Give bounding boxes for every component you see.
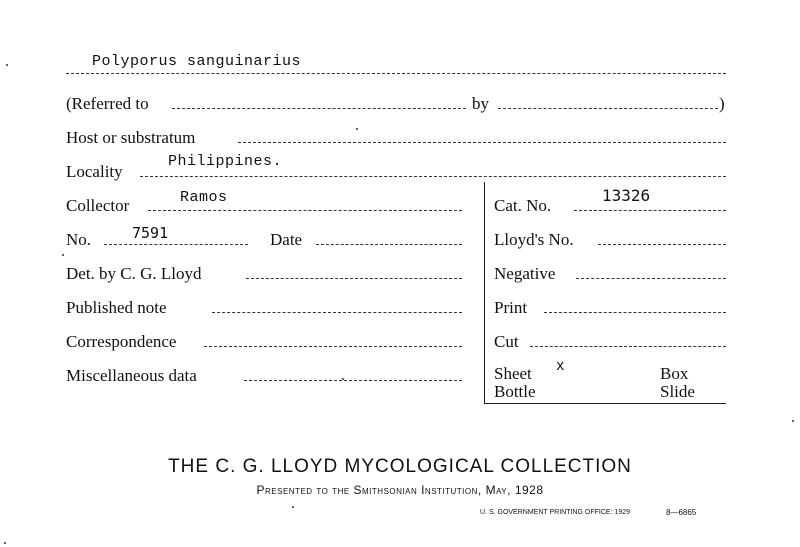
- slide-label: Slide: [660, 382, 695, 401]
- print-label: Print: [494, 298, 528, 317]
- by-line: [498, 108, 718, 109]
- species-line: [66, 73, 726, 74]
- published-label: Published note: [66, 298, 167, 317]
- host-line: [238, 142, 726, 143]
- date-label: Date: [270, 230, 303, 249]
- collection-subtitle: Presented to the Smithsonian Institution, May, 1928: [256, 483, 544, 497]
- scan-speck: [62, 254, 64, 256]
- collector-line: [148, 210, 462, 211]
- box-left-rule: [484, 182, 485, 404]
- no-line: [104, 244, 248, 245]
- box-label: Box: [660, 364, 689, 383]
- print-line: [544, 312, 726, 313]
- species-name: Polyporus sanguinarius: [92, 53, 302, 70]
- date-line: [316, 244, 462, 245]
- box-bottom-rule: [484, 403, 726, 404]
- scan-speck: [792, 420, 794, 422]
- cat-no-label: Cat. No.: [494, 196, 552, 215]
- collection-title: THE C. G. LLOYD MYCOLOGICAL COLLECTION: [168, 456, 632, 477]
- det-label: Det. by C. G. Lloyd: [66, 264, 202, 283]
- scan-speck: [292, 506, 294, 508]
- scan-speck: [4, 542, 6, 544]
- published-line: [212, 312, 462, 313]
- no-value: 7591: [132, 224, 169, 242]
- correspondence-label: Correspondence: [66, 332, 177, 351]
- collector-label: Collector: [66, 196, 130, 215]
- referred-to-line: [172, 108, 466, 109]
- locality-label: Locality: [66, 162, 123, 181]
- det-line: [246, 278, 462, 279]
- locality-value: Philippines.: [168, 153, 283, 170]
- sheet-label: Sheet: [494, 364, 532, 383]
- cat-no-line: [574, 210, 726, 211]
- lloyds-no-label: Lloyd's No.: [494, 230, 574, 249]
- cut-label: Cut: [494, 332, 519, 351]
- referred-to-label: (Referred to: [66, 94, 149, 113]
- scan-speck: [342, 378, 344, 380]
- referred-close: ): [719, 94, 725, 113]
- host-label: Host or substratum: [66, 128, 196, 147]
- misc-label: Miscellaneous data: [66, 366, 197, 385]
- scan-speck: [6, 64, 8, 66]
- no-label: No.: [66, 230, 92, 249]
- lloyds-no-line: [598, 244, 726, 245]
- cut-line: [530, 346, 726, 347]
- collector-value: Ramos: [180, 189, 228, 206]
- negative-line: [576, 278, 726, 279]
- locality-line: [140, 176, 726, 177]
- by-label: by: [472, 94, 489, 113]
- scan-speck: [356, 128, 358, 130]
- negative-label: Negative: [494, 264, 556, 283]
- form-number: 8—6865: [666, 508, 697, 517]
- correspondence-line: [204, 346, 462, 347]
- sheet-mark: x: [556, 358, 565, 374]
- bottle-label: Bottle: [494, 382, 536, 401]
- misc-line: [244, 380, 462, 381]
- printing-office-note: U. S. GOVERNMENT PRINTING OFFICE: 1929: [480, 509, 631, 516]
- cat-no-value: 13326: [602, 186, 651, 205]
